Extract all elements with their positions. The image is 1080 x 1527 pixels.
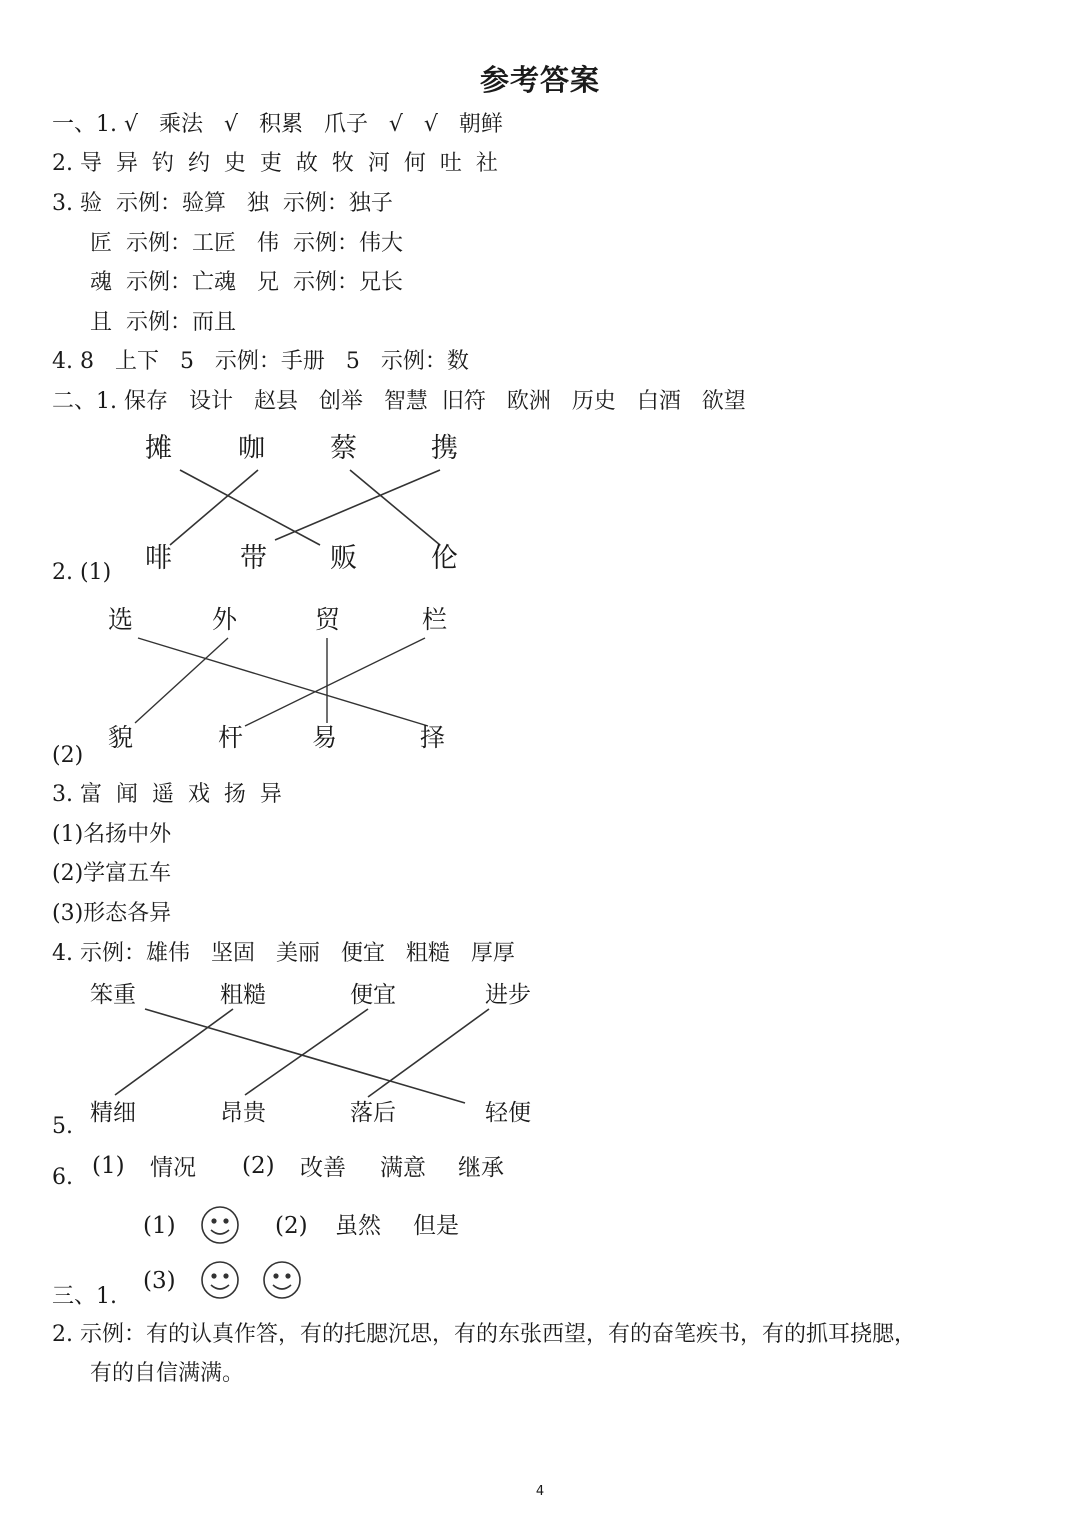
match-bottom-word: 轻便: [485, 1100, 531, 1126]
answer-line-3-1: 三、1.: [52, 1284, 117, 1309]
answer-line-2-3: 3. 富 闻 遥 戏 扬 异: [52, 782, 282, 807]
answer-line-2-3-1: (1)名扬中外: [52, 822, 172, 847]
match-top-char: 选: [108, 605, 134, 634]
q6-word-1: 情况: [150, 1155, 196, 1181]
match-line: [245, 1009, 368, 1095]
match-line: [350, 470, 440, 545]
answer-line-2-2-2: (2): [52, 743, 84, 768]
match-top-char: 栏: [422, 605, 448, 634]
match-bottom-word: 落后: [350, 1100, 396, 1126]
match-line: [368, 1009, 489, 1097]
match-bottom-char: 带: [240, 543, 267, 574]
answer-line-2-3-2: (2)学富五车: [52, 861, 172, 886]
answer-line-1-4: 4. 8 上下 5 示例：手册 5 示例：数: [52, 349, 469, 374]
smiley-icon: [202, 1207, 238, 1243]
q6-word-4: 继承: [458, 1155, 504, 1181]
match-top-word: 便宜: [350, 982, 396, 1008]
match-line: [245, 638, 425, 726]
match-line: [138, 638, 428, 726]
match-top-char: 外: [212, 605, 238, 634]
match-top-char: 贸: [315, 605, 341, 634]
answer-line-2-6: 6.: [52, 1165, 73, 1190]
match-bottom-word: 精细: [90, 1100, 136, 1126]
matching-diagram-2-1: [140, 425, 480, 580]
answer-line-2-2-1: 2. (1): [52, 560, 112, 585]
answer-q3-1-block: [140, 1200, 480, 1305]
q31-label-3: (3): [143, 1268, 176, 1294]
answer-line-1-3: 3. 验 示例：验算 独 示例：独子: [52, 191, 393, 216]
answer-q6-block: [90, 1145, 530, 1187]
match-top-word: 粗糙: [220, 982, 266, 1008]
matching-diagram-2-2: [100, 598, 470, 758]
match-top-word: 笨重: [90, 982, 136, 1008]
match-line: [145, 1009, 465, 1103]
answer-line-1-2: 2. 导 异 钓 约 史 吏 故 牧 河 何 吐 社: [52, 151, 498, 176]
match-line: [170, 470, 258, 545]
q6-word-3: 满意: [380, 1155, 426, 1181]
q6-label-1: (1): [92, 1153, 125, 1179]
answer-line-3-2: 2. 示例：有的认真作答，有的托腮沉思，有的东张西望，有的奋笔疾书，有的抓耳挠腮，: [52, 1322, 916, 1347]
match-bottom-char: 伦: [431, 543, 458, 574]
match-top-word: 进步: [485, 982, 531, 1008]
match-top-char: 摊: [145, 433, 172, 464]
matching-diagram-5: [85, 975, 555, 1135]
answer-line-2-1: 二、1. 保存 设计 赵县 创举 智慧 旧符 欧洲 历史 白酒 欲望: [52, 389, 746, 414]
match-line: [180, 470, 320, 545]
answer-line-1-3b: 匠 示例：工匠 伟 示例：伟大: [90, 231, 403, 256]
match-bottom-word: 昂贵: [220, 1100, 266, 1126]
answer-line-2-5: 5.: [52, 1114, 73, 1139]
match-bottom-char: 择: [420, 723, 446, 752]
page-number: 4: [535, 1484, 545, 1499]
match-bottom-char: 易: [312, 723, 338, 752]
page-title: 参考答案: [479, 63, 600, 97]
smiley-icon: [202, 1262, 238, 1298]
match-top-char: 咖: [238, 433, 265, 464]
match-line: [115, 1009, 233, 1095]
match-bottom-char: 杆: [218, 723, 244, 752]
q31-word-2: 但是: [413, 1213, 459, 1239]
smiley-icon: [264, 1262, 300, 1298]
q31-label-1: (1): [143, 1213, 176, 1239]
answer-line-1-3c: 魂 示例：亡魂 兄 示例：兄长: [90, 270, 403, 295]
q6-label-2: (2): [242, 1153, 275, 1179]
match-top-char: 携: [431, 433, 458, 464]
match-bottom-char: 貌: [108, 723, 134, 752]
answer-line-3-2b: 有的自信满满。: [90, 1361, 245, 1386]
answer-line-1-1: 一、1. √ 乘法 √ 积累 爪子 √ √ 朝鲜: [52, 112, 503, 137]
q31-word-1: 虽然: [335, 1213, 381, 1239]
match-bottom-char: 贩: [330, 543, 357, 574]
answer-line-2-4: 4. 示例：雄伟 坚固 美丽 便宜 粗糙 厚厚: [52, 941, 515, 966]
match-line: [275, 470, 440, 540]
answer-line-2-3-3: (3)形态各异: [52, 901, 172, 926]
match-bottom-char: 啡: [145, 543, 172, 574]
match-top-char: 蔡: [330, 433, 357, 464]
answer-line-1-3d: 且 示例：而且: [90, 310, 236, 335]
q6-word-2: 改善: [300, 1155, 346, 1181]
q31-label-2: (2): [275, 1213, 308, 1239]
